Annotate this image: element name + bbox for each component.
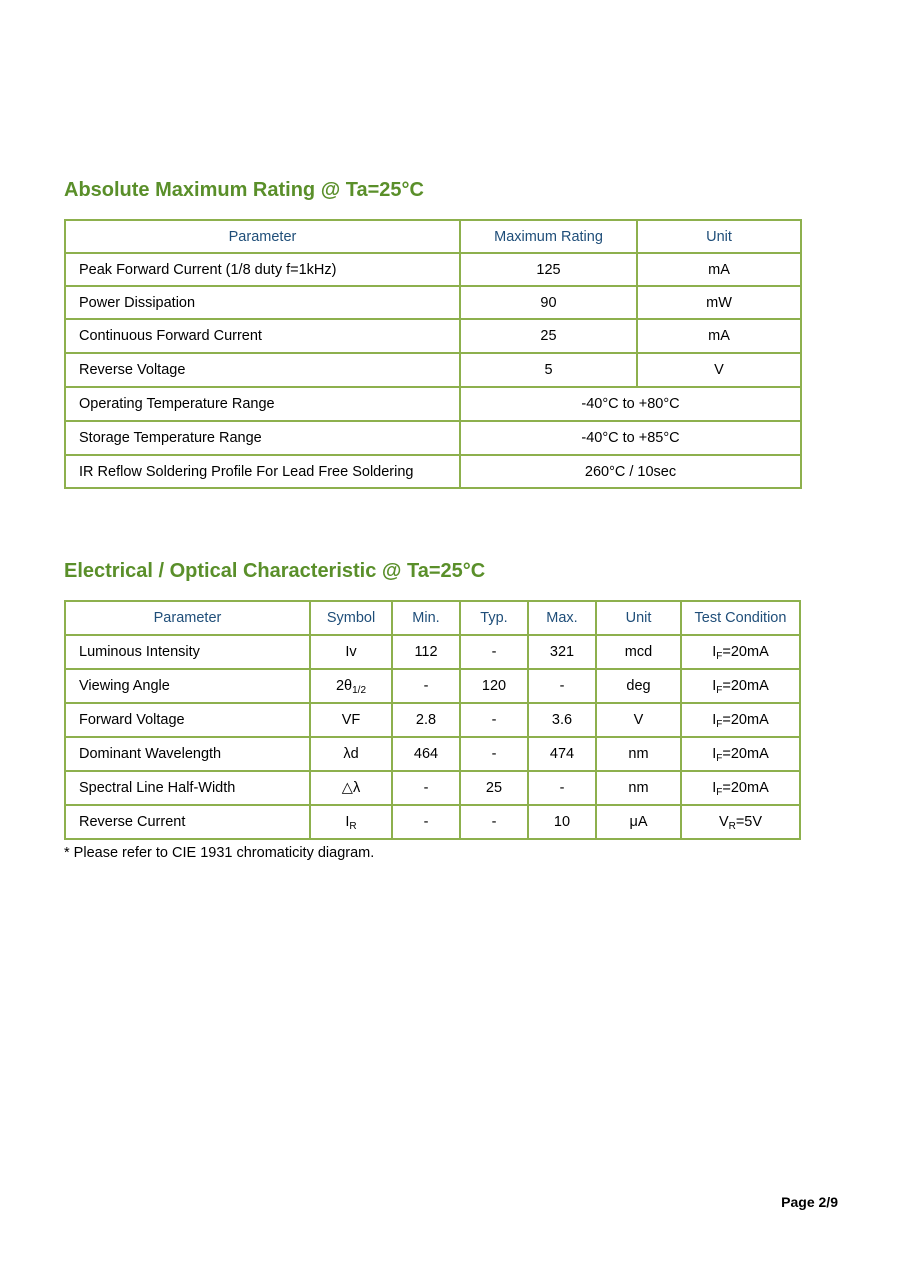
row-test-condition (681, 805, 800, 839)
row-parameter: Continuous Forward Current (65, 319, 460, 353)
header-parameter: Parameter (65, 601, 310, 635)
row-min: 464 (392, 737, 460, 771)
row-min: 2.8 (392, 703, 460, 737)
row-symbol (310, 737, 392, 771)
electrical-optical-table (64, 600, 801, 840)
footnote: * Please refer to CIE 1931 chromaticity diagram. (64, 845, 375, 861)
row-max: 3.6 (528, 703, 596, 737)
page-number: Page 2/9 (781, 1194, 838, 1210)
row-unit: mW (637, 286, 801, 319)
row-unit: mA (637, 253, 801, 286)
row-parameter: Dominant Wavelength (65, 737, 310, 771)
row-parameter: Viewing Angle (65, 669, 310, 703)
row-typ: - (460, 635, 528, 669)
symbol-subscript: R (349, 821, 357, 832)
row-parameter: Reverse Current (65, 805, 310, 839)
row-parameter: Luminous Intensity (65, 635, 310, 669)
table-row (65, 669, 800, 703)
absolute-maximum-table (64, 219, 802, 489)
condition-subscript: F (716, 787, 723, 798)
table-row (65, 421, 801, 455)
table-row (65, 737, 800, 771)
condition-value: =20mA (722, 780, 769, 796)
row-test-condition (681, 737, 800, 771)
row-parameter: Spectral Line Half-Width (65, 771, 310, 805)
table-header-row (65, 220, 801, 253)
header-min: Min. (392, 601, 460, 635)
condition-value: =20mA (722, 678, 769, 694)
row-symbol (310, 771, 392, 805)
table-row (65, 286, 801, 319)
condition-subscript: F (716, 685, 723, 696)
condition-value: =20mA (722, 746, 769, 762)
header-unit: Unit (596, 601, 681, 635)
header-max: Max. (528, 601, 596, 635)
row-symbol (310, 669, 392, 703)
symbol-main: 2θ (335, 678, 353, 694)
condition-subscript: R (728, 821, 736, 832)
symbol-main: VF (341, 712, 361, 728)
row-rating: 25 (460, 319, 637, 353)
row-test-condition (681, 635, 800, 669)
header-symbol: Symbol (310, 601, 392, 635)
condition-main: I (712, 712, 717, 728)
row-test-condition (681, 669, 800, 703)
row-parameter: IR Reflow Soldering Profile For Lead Free Soldering (65, 455, 460, 488)
header-maximum-rating: Maximum Rating (460, 220, 637, 253)
row-test-condition (681, 703, 800, 737)
table-row (65, 455, 801, 488)
table-row (65, 703, 800, 737)
row-rating: 125 (460, 253, 637, 286)
row-rating: 90 (460, 286, 637, 319)
row-parameter: Peak Forward Current (1/8 duty f=1kHz) (65, 253, 460, 286)
row-min: - (392, 771, 460, 805)
row-symbol (310, 703, 392, 737)
symbol-main: Iv (345, 644, 357, 660)
row-typ: 25 (460, 771, 528, 805)
row-parameter: Operating Temperature Range (65, 387, 460, 421)
condition-main: I (712, 746, 717, 762)
row-unit: nm (596, 737, 681, 771)
header-parameter: Parameter (65, 220, 460, 253)
row-max: 321 (528, 635, 596, 669)
condition-main: I (712, 644, 717, 660)
row-test-condition (681, 771, 800, 805)
condition-subscript: F (716, 651, 723, 662)
table-row (65, 387, 801, 421)
table-row (65, 319, 801, 353)
row-max: 474 (528, 737, 596, 771)
condition-main: I (712, 678, 717, 694)
row-parameter: Reverse Voltage (65, 353, 460, 387)
row-max: - (528, 669, 596, 703)
row-symbol (310, 635, 392, 669)
row-typ: - (460, 805, 528, 839)
row-min: - (392, 805, 460, 839)
header-typ: Typ. (460, 601, 528, 635)
row-unit: V (596, 703, 681, 737)
row-unit: mcd (596, 635, 681, 669)
row-parameter: Power Dissipation (65, 286, 460, 319)
absolute-maximum-title: Absolute Maximum Rating @ Ta=25°C (64, 179, 424, 201)
row-parameter: Storage Temperature Range (65, 421, 460, 455)
row-min: 112 (392, 635, 460, 669)
condition-main: I (712, 780, 717, 796)
table-row (65, 771, 800, 805)
header-test-condition: Test Condition (681, 601, 800, 635)
row-typ: - (460, 703, 528, 737)
row-value: -40°C to +80°C (460, 387, 801, 421)
row-unit: deg (596, 669, 681, 703)
condition-value: =5V (735, 814, 763, 830)
table-row (65, 635, 800, 669)
condition-value: =20mA (722, 712, 769, 728)
row-max: 10 (528, 805, 596, 839)
row-unit: μA (596, 805, 681, 839)
table-header-row (65, 601, 800, 635)
symbol-main: I (345, 814, 350, 830)
table-row (65, 353, 801, 387)
row-symbol (310, 805, 392, 839)
table-row (65, 253, 801, 286)
row-unit: mA (637, 319, 801, 353)
row-typ: - (460, 737, 528, 771)
row-value: 260°C / 10sec (460, 455, 801, 488)
row-parameter: Forward Voltage (65, 703, 310, 737)
condition-main: V (718, 814, 729, 830)
condition-subscript: F (716, 753, 723, 764)
electrical-optical-title: Electrical / Optical Characteristic @ Ta=25°C (64, 560, 486, 582)
symbol-main: λd (343, 746, 359, 762)
table-row (65, 805, 800, 839)
row-max: - (528, 771, 596, 805)
row-min: - (392, 669, 460, 703)
header-unit: Unit (637, 220, 801, 253)
row-unit: V (637, 353, 801, 387)
row-unit: nm (596, 771, 681, 805)
condition-subscript: F (716, 719, 723, 730)
row-value: -40°C to +85°C (460, 421, 801, 455)
symbol-subscript: 1/2 (352, 685, 367, 696)
row-typ: 120 (460, 669, 528, 703)
symbol-main: △λ (341, 780, 361, 796)
condition-value: =20mA (722, 644, 769, 660)
row-rating: 5 (460, 353, 637, 387)
